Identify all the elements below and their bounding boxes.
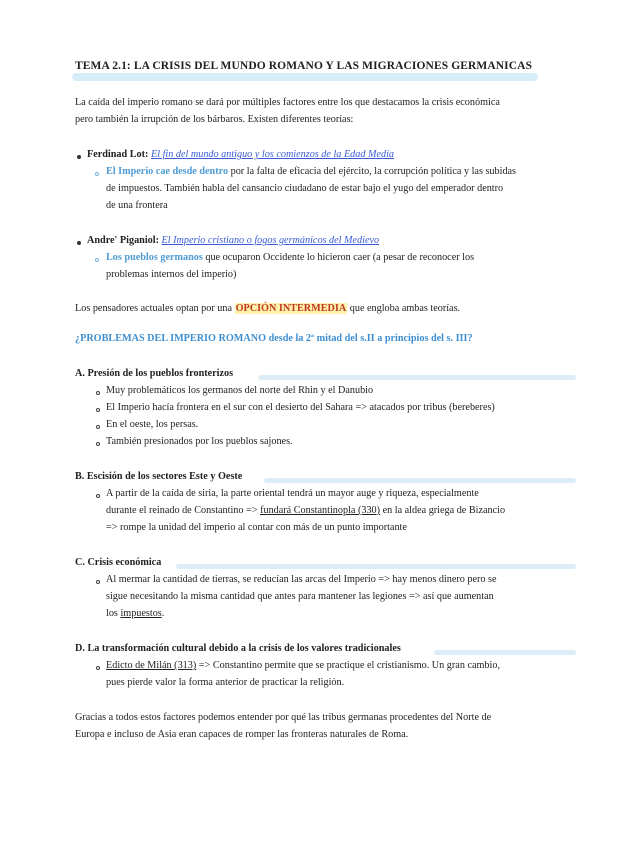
- section-d-line-2: pues pierde valor la forma anterior de practicar la religión.: [106, 677, 345, 688]
- section-a-item: El Imperio hacía frontera en el sur con el desierto del Sahara => atacados por tribus (bereberes): [106, 402, 495, 413]
- piganiol-sub-lead: Los pueblos germanos: [106, 252, 203, 263]
- page-title: TEMA 2.1: LA CRISIS DEL MUNDO ROMANO Y LAS MIGRACIONES GERMANICAS: [75, 60, 533, 72]
- lot-book-link[interactable]: El fin del mundo antiguo y los comienzos de la Edad Media: [150, 149, 395, 160]
- lot-sub-line-1: [106, 163, 516, 180]
- intermedia-before: Los pensadores actuales optan por una: [75, 303, 233, 314]
- section-d-underlined: Edicto de Milán (313): [106, 660, 197, 671]
- lot-sub-text: por la falta de eficacia del ejército, la corrupción política y las subidas: [230, 166, 517, 177]
- section-c-line-2: sigue necesitando la misma cantidad que antes para mantener las legiones => así que aumentan: [106, 591, 494, 602]
- piganiol-sub-line-2: problemas internos del imperio): [106, 269, 237, 280]
- section-c-text: los: [106, 608, 118, 619]
- section-c-bar: [176, 564, 576, 569]
- section-b-line-2: [106, 502, 505, 519]
- section-b-text: en la aldea griega de Bizancio: [382, 505, 506, 516]
- intermedia-after: que engloba ambas teorías.: [349, 303, 461, 314]
- bullet-icon: [77, 241, 81, 245]
- intermedia-highlight: OPCIÓN INTERMEDIA: [235, 303, 347, 314]
- bullet-icon: [77, 155, 81, 159]
- section-c-text: .: [161, 608, 165, 619]
- intermedia-paragraph: [75, 300, 460, 317]
- section-c-line-1: Al mermar la cantidad de tierras, se reducían las arcas del Imperio => hay menos dinero pero se: [106, 574, 497, 585]
- conclusion-line-1: Gracias a todos estos factores podemos entender por qué las tribus germanas procedentes del Norte de: [75, 712, 492, 723]
- section-d-heading: D. La transformación cultural debido a la crisis de los valores tradicionales: [75, 643, 401, 654]
- sub-bullet-icon: [96, 408, 100, 412]
- sub-bullet-icon: [96, 442, 100, 446]
- piganiol-sub-line-1: [106, 249, 474, 266]
- section-d-line-1: [106, 657, 500, 674]
- sub-bullet-icon: [96, 666, 100, 670]
- title-highlight-bar: [72, 73, 538, 81]
- section-c-line-3: [106, 605, 164, 622]
- section-a-bar: [258, 375, 576, 380]
- sub-bullet-icon: [96, 391, 100, 395]
- intro-line-2: pero también la irrupción de los bárbaros. Existen diferentes teorías:: [75, 114, 354, 125]
- lot-entry: [87, 146, 394, 163]
- lot-sub-lead: El Imperio cae desde dentro: [106, 166, 229, 177]
- section-a-item: También presionados por los pueblos sajones.: [106, 436, 293, 447]
- sub-bullet-icon: [96, 494, 100, 498]
- section-b-text: durante el reinado de Constantino =>: [106, 505, 258, 516]
- sub-bullet-icon: [95, 258, 99, 262]
- section-a-heading: A. Presión de los pueblos fronterizos: [75, 368, 234, 379]
- section-b-heading: B. Escisión de los sectores Este y Oeste: [75, 471, 243, 482]
- question-heading: ¿PROBLEMAS DEL IMPERIO ROMANO desde la 2ª mitad del s.II a principios del s. III?: [75, 333, 473, 344]
- section-b-underlined: fundará Constantinopla (330): [260, 505, 381, 516]
- piganiol-book-link[interactable]: El Imperio cristiano o fogos germánicos del Medievo: [161, 235, 380, 246]
- section-d-bar: [434, 650, 576, 655]
- sub-bullet-icon: [96, 580, 100, 584]
- section-d-text: => Constantino permite que se practique el cristianismo. Un gran cambio,: [198, 660, 500, 671]
- section-b-line-3: => rompe la unidad del imperio al contar con más de un punto importante: [106, 522, 407, 533]
- section-b-bar: [264, 478, 576, 483]
- author-lot: Ferdinad Lot:: [87, 149, 149, 160]
- sub-bullet-icon: [96, 425, 100, 429]
- piganiol-sub-text: que ocuparon Occidente lo hicieron caer (a pesar de reconocer los: [205, 252, 475, 263]
- section-b-line-1: A partir de la caída de siria, la parte oriental tendrá un mayor auge y riqueza, especialmente: [106, 488, 479, 499]
- author-piganiol: Andre' Piganiol:: [87, 235, 159, 246]
- sub-bullet-icon: [95, 172, 99, 176]
- section-a-item: En el oeste, los persas.: [106, 419, 199, 430]
- intro-line-1: La caída del imperio romano se dará por múltiples factores entre los que destacamos la crisis económica: [75, 97, 500, 108]
- conclusion-line-2: Europa e incluso de Asia eran capaces de romper las fronteras naturales de Roma.: [75, 729, 409, 740]
- section-a-item: Muy problemáticos los germanos del norte del Rhin y el Danubio: [106, 385, 374, 396]
- lot-sub-line-2: de impuestos. También habla del cansancio ciudadano de estar bajo el yugo del emperador dentro: [106, 183, 504, 194]
- section-c-underlined: impuestos: [120, 608, 162, 619]
- section-c-heading: C. Crisis económica: [75, 557, 162, 568]
- piganiol-entry: [87, 232, 379, 249]
- lot-sub-line-3: de una frontera: [106, 200, 168, 211]
